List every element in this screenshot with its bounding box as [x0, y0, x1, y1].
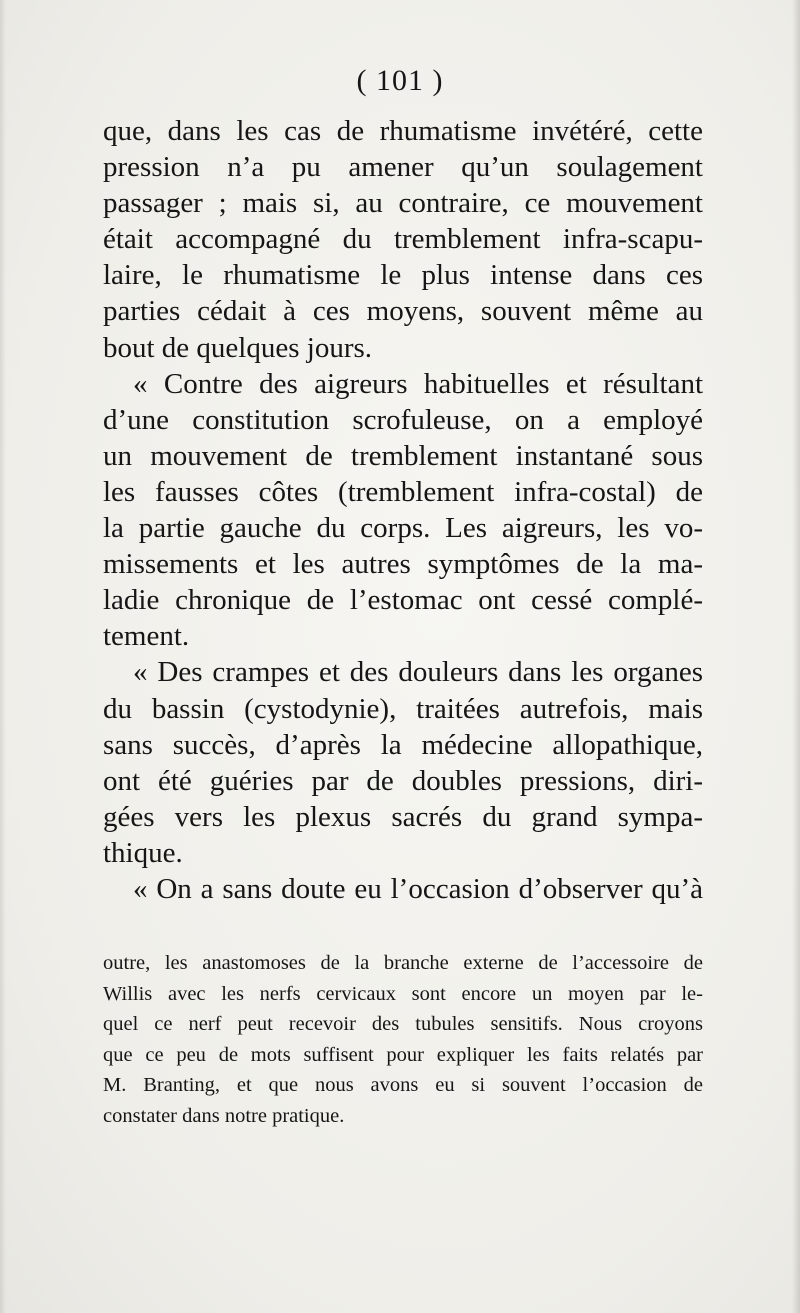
text-line-21: thique. [103, 836, 183, 869]
text-line-20: gées vers les plexus sacrés du grand sympa- [103, 800, 703, 833]
footnote-line-1: outre, les anastomoses de la branche externe de l’accessoire de [103, 952, 703, 974]
footnote [103, 948, 703, 1131]
text-line-7: bout de quelques jours. [103, 331, 373, 364]
page-left-edge-shadow [0, 0, 6, 1313]
text-line-5: laire, le rhumatisme le plus intense dans ces [103, 259, 703, 292]
main-text [103, 113, 703, 907]
text-line-16: « Des crampes et des douleurs dans les organes [133, 656, 703, 689]
text-line-2: pression n’a pu amener qu’un soulagement [103, 151, 703, 184]
text-line-10: un mouvement de tremblement instantané sous [103, 439, 703, 472]
footnote-line-6: constater dans notre pratique. [103, 1104, 345, 1127]
text-line-6: parties cédait à ces moyens, souvent même au [103, 295, 703, 328]
footnote-line-3: quel ce nerf peut recevoir des tubules sensitifs. Nous croyons [103, 1013, 703, 1035]
text-line-19: ont été guéries par de doubles pressions, diri- [103, 764, 703, 797]
text-line-9: d’une constitution scrofuleuse, on a employé [103, 403, 703, 436]
text-line-11: les fausses côtes (tremblement infra-costal) de [103, 475, 703, 508]
text-line-8: « Contre des aigreurs habituelles et résultant [133, 367, 703, 400]
text-line-14: ladie chronique de l’estomac ont cessé complé- [103, 584, 703, 617]
page-number: ( 101 ) [356, 64, 444, 97]
text-line-12: la partie gauche du corps. Les aigreurs, les vo- [103, 512, 703, 545]
text-line-3: passager ; mais si, au contraire, ce mouvement [103, 187, 703, 220]
footnote-line-4: que ce peu de mots suffisent pour expliquer les faits relatés par [103, 1043, 703, 1066]
text-line-1: que, dans les cas de rhumatisme invétéré, cette [103, 115, 703, 147]
text-line-22: « On a sans doute eu l’occasion d’observer qu’à [133, 872, 703, 905]
text-line-4: était accompagné du tremblement infra-scapu- [103, 223, 703, 256]
page-right-edge-shadow [792, 0, 800, 1313]
footnote-line-2: Willis avec les nerfs cervicaux sont encore un moyen par le- [103, 982, 703, 1005]
text-line-13: missements et les autres symptômes de la ma- [103, 548, 703, 581]
text-line-17: du bassin (cystodynie), traitées autrefois, mais [103, 692, 703, 725]
text-line-18: sans succès, d’après la médecine allopathique, [103, 728, 703, 761]
footnote-line-5: M. Branting, et que nous avons eu si souvent l’occasion de [103, 1074, 703, 1096]
text-line-15: tement. [103, 620, 190, 653]
